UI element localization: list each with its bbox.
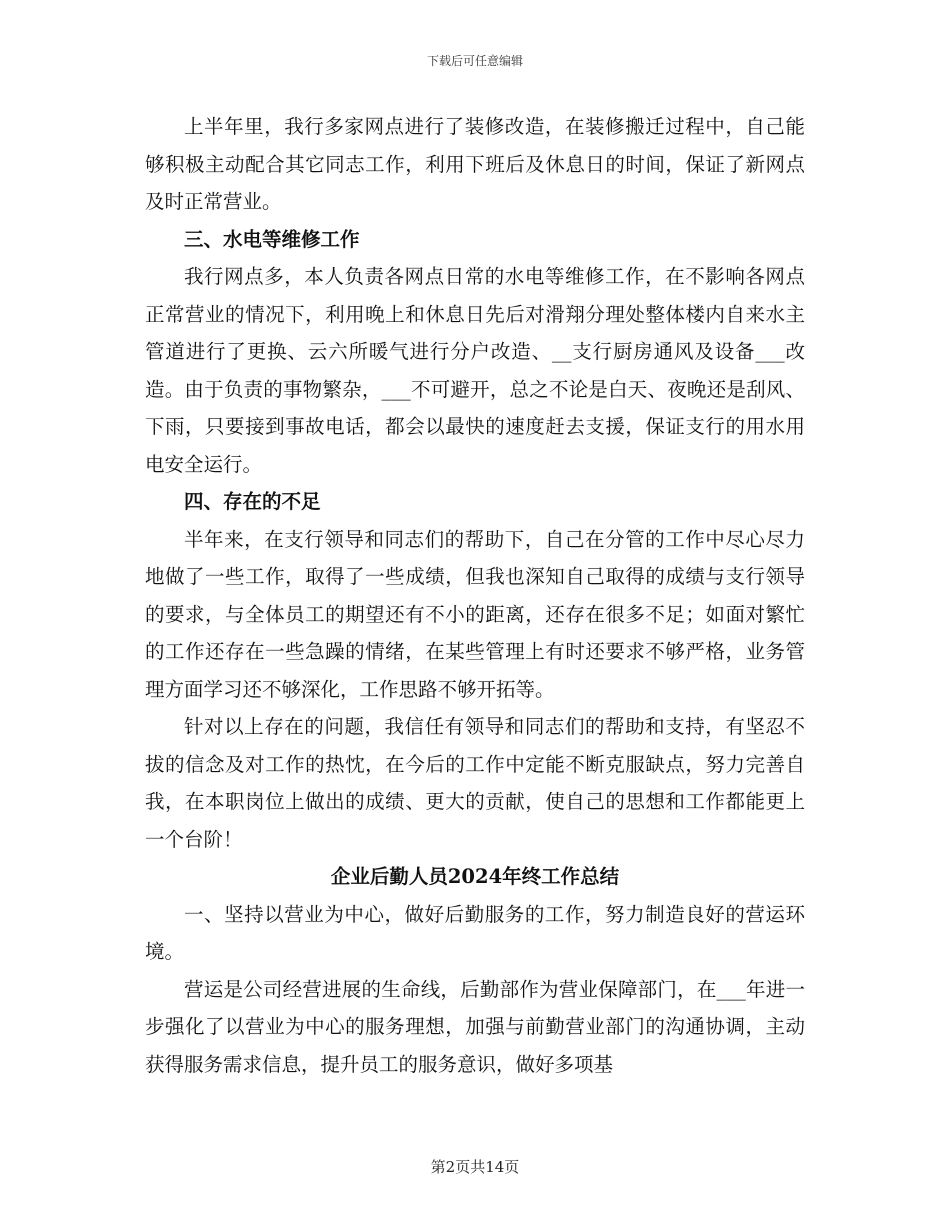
section-heading-shortcomings: 四、存在的不足 [184,490,321,513]
paragraph-renovation: 上半年里，我行多家网点进行了装修改造，在装修搬迁过程中，自己能够积极主动配合其它同志工作，利用下班后及休息日的时间，保证了新网点及时正常营业。 [145,115,805,213]
document-title: 企业后勤人员2024年终工作总结 [330,865,620,888]
paragraph-point-one: 一、坚持以营业为中心，做好后勤服务的工作，努力制造良好的营运环境。 [145,902,805,963]
paragraph-maintenance: 我行网点多，本人负责各网点日常的水电等维修工作，在不影响各网点正常营业的情况下，利用晚上和休息日先后对滑翔分理处整体楼内自来水主管道进行了更换、云六所暖气进行分户改造、__支行厨房通风及设备___改造。由于负责的事物繁杂，___不可避开，总之不论是白天、夜晚还是刮风、下雨，只要接到事故电话，都会以最快的速度赶去支援，保证支行的用水用电安全运行。 [145,265,805,476]
paragraph-shortcomings: 半年来，在支行领导和同志们的帮助下，自己在分管的工作中尽心尽力地做了一些工作，取得了一些成绩，但我也深知自己取得的成绩与支行领导的要求，与全体员工的期望还有不小的距离，还存在很多不足；如面对繁忙的工作还存在一些急躁的情绪，在某些管理上有时还要求不够严格，业务管理方面学习还不够深化，工作思路不够开拓等。 [145,527,805,701]
section-heading-maintenance: 三、水电等维修工作 [184,227,360,251]
page-number: 第2页共14页 [430,1158,520,1176]
paragraph-improvement: 针对以上存在的问题，我信任有领导和同志们的帮助和支持，有坚忍不拔的信念及对工作的热忱，在今后的工作中定能不断克服缺点，努力完善自我，在本职岗位上做出的成绩、更大的贡献，使自己的思想和工作都能更上一个台阶！ [145,715,805,851]
page-header: 下载后可任意编辑 [426,54,523,68]
document-body [145,108,805,1083]
paragraph-operations: 营运是公司经营进展的生命线，后勤部作为营业保障部门，在___年进一步强化了以营业为中心的服务理想，加强与前勤营业部门的沟通协调，主动获得服务需求信息，提升员工的服务意识，做好多项基 [145,977,805,1076]
